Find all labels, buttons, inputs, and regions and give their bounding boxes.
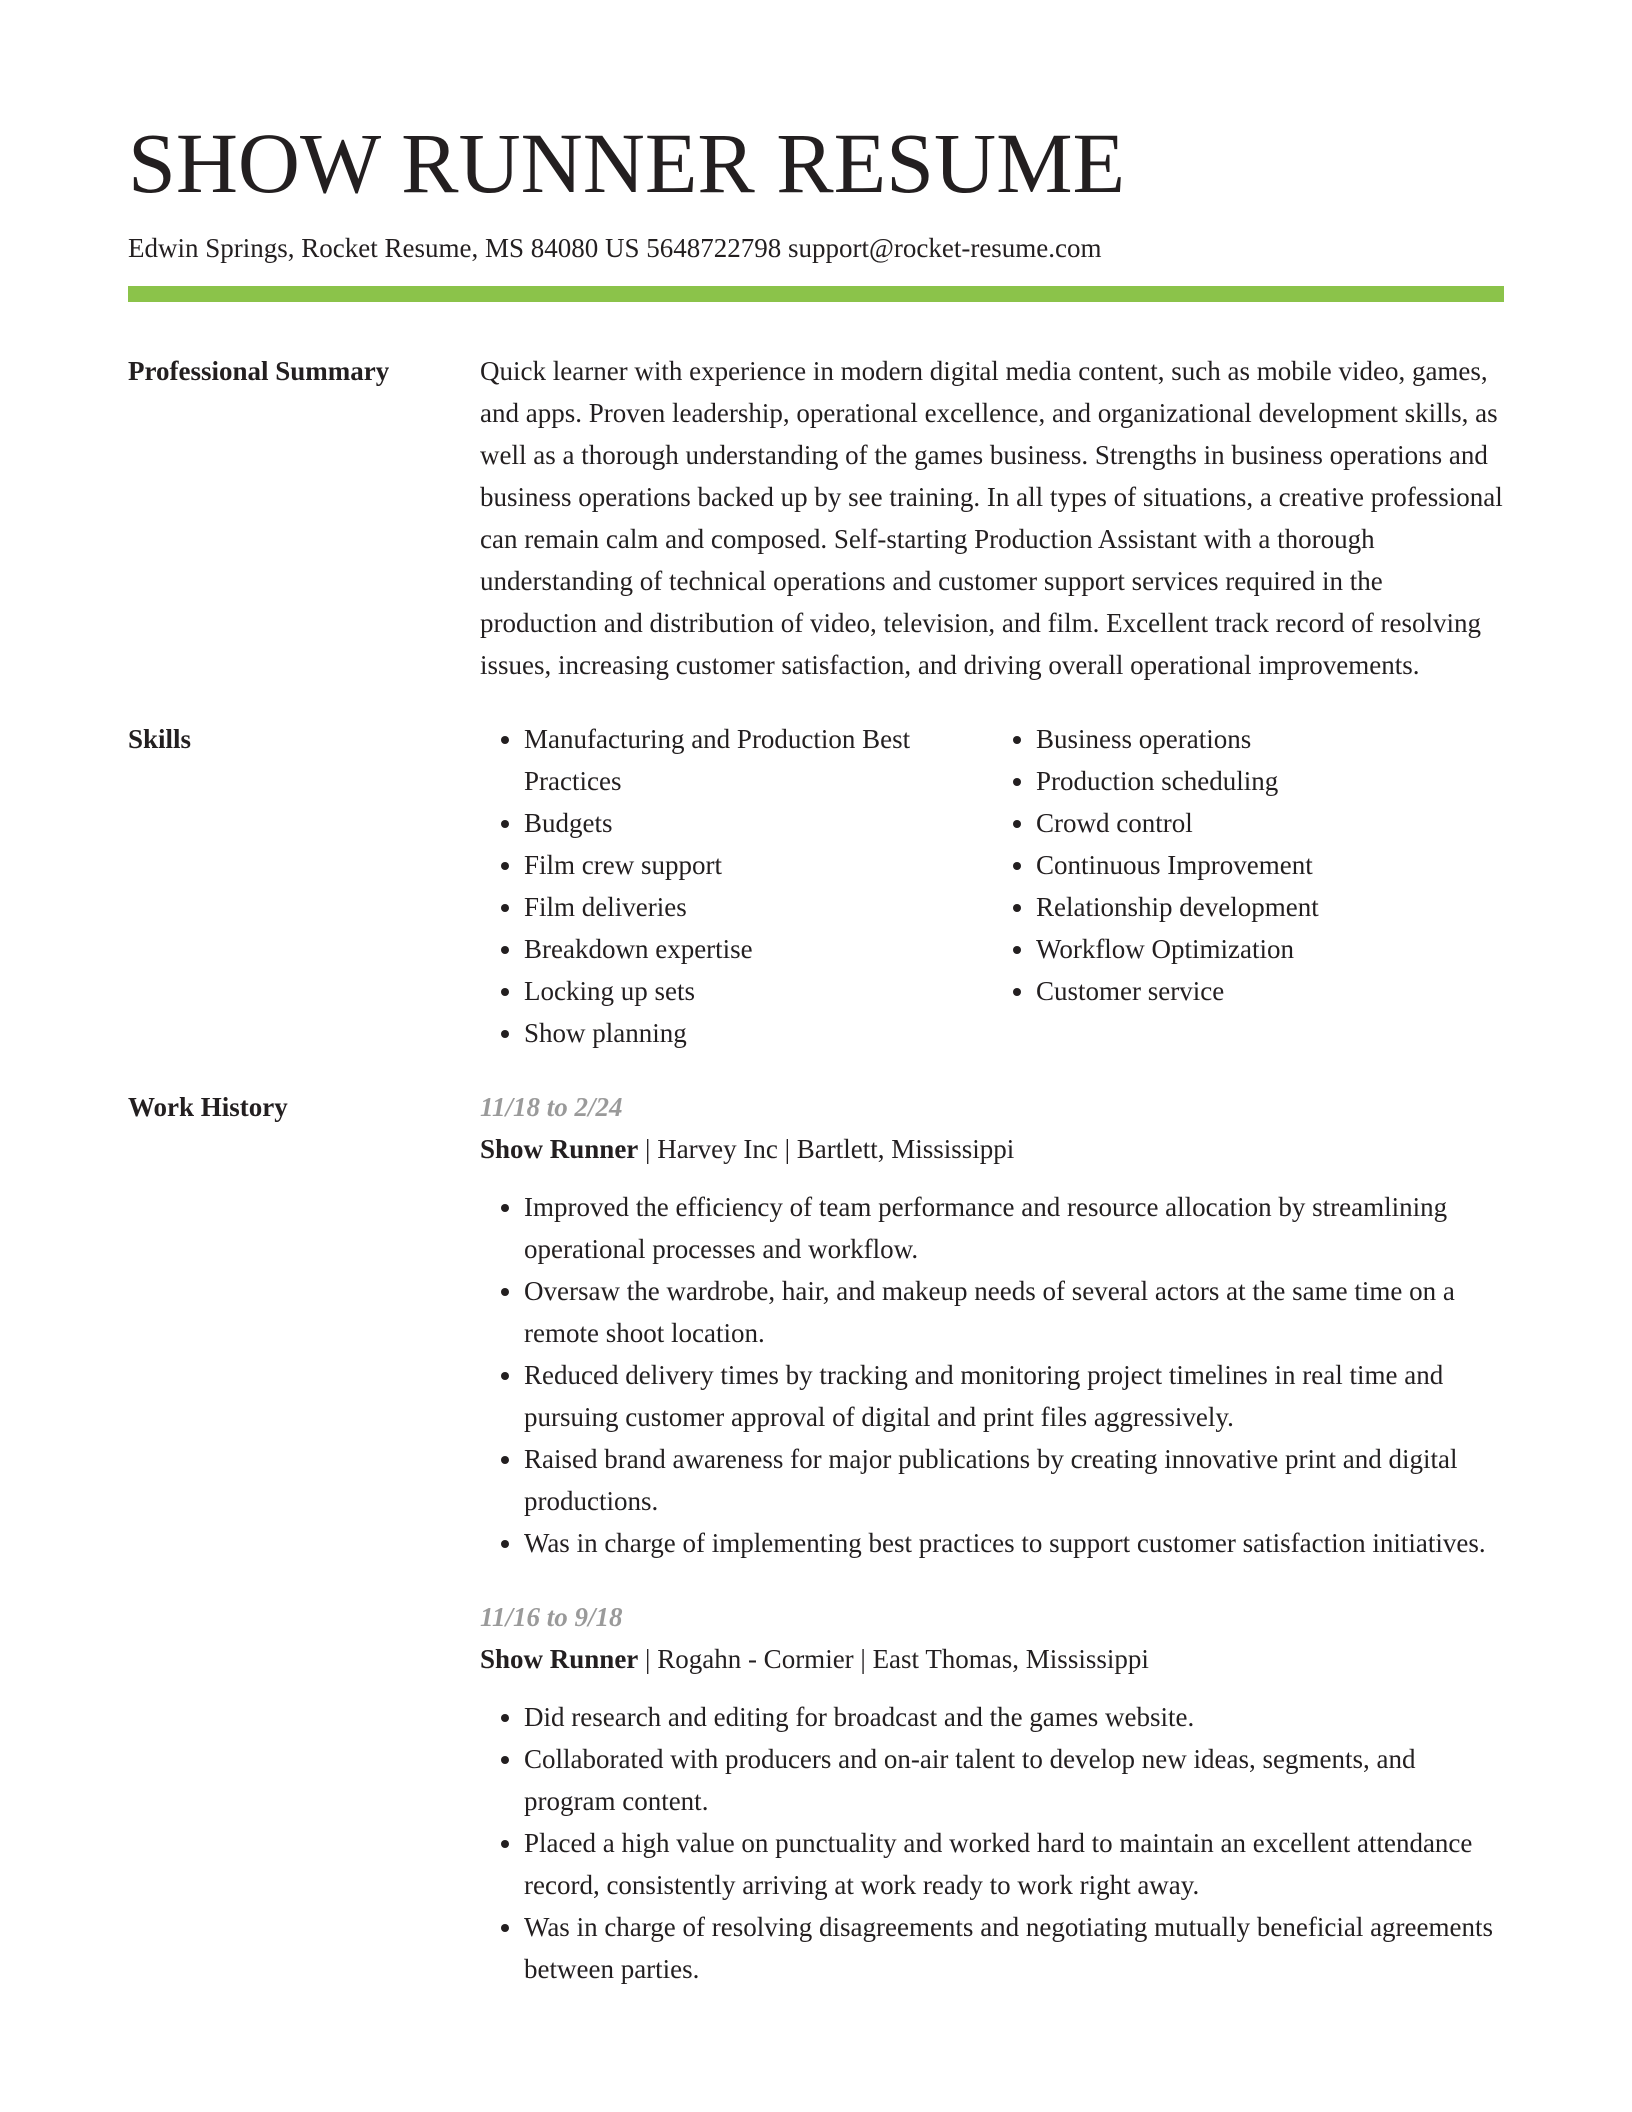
- skill-item: • Manufacturing and Production Best Practices: [524, 718, 992, 802]
- job-bullet: • Was in charge of implementing best practices to support customer satisfaction initiatives.: [524, 1522, 1504, 1564]
- job-bullet: • Improved the efficiency of team performance and resource allocation by streamlining operational processes and workflow.: [524, 1186, 1504, 1270]
- skill-item: • Business operations: [1036, 718, 1504, 760]
- work-history-body: [480, 1086, 1504, 2022]
- skill-item: • Budgets: [524, 802, 992, 844]
- job-entry: [480, 1596, 1504, 1990]
- skill-item: • Locking up sets: [524, 970, 992, 1012]
- job-dates: 11/18 to 2/24: [480, 1092, 623, 1123]
- job-bullet: • Did research and editing for broadcast and the games website.: [524, 1696, 1504, 1738]
- job-bullet: • Raised brand awareness for major publications by creating innovative print and digital productions.: [524, 1438, 1504, 1522]
- job-details: | Rogahn - Cormier | East Thomas, Mississippi: [638, 1644, 1149, 1675]
- summary-section: [128, 350, 1504, 686]
- job-title: Show Runner: [480, 1644, 639, 1675]
- job-bullet: • Placed a high value on punctuality and worked hard to maintain an excellent attendance record, consistently arriving at work ready to work right away.: [524, 1822, 1504, 1906]
- skill-item: • Production scheduling: [1036, 760, 1504, 802]
- resume-title: SHOW RUNNER RESUME: [128, 115, 1126, 211]
- skill-item: • Breakdown expertise: [524, 928, 992, 970]
- skills-list-right: [992, 718, 1504, 1012]
- header-divider: [128, 286, 1504, 302]
- job-bullet: • Reduced delivery times by tracking and monitoring project timelines in real time and pursuing customer approval of digital and print files aggressively.: [524, 1354, 1504, 1438]
- skill-item: • Customer service: [1036, 970, 1504, 1012]
- skills-columns: [480, 718, 1504, 1054]
- summary-text: Quick learner with experience in modern digital media content, such as mobile video, games, and apps. Proven leadership, operational excellence, and organizational development skills, as well as a thorough understanding of the games business. Strengths in business operations and business operations backed up by see training. In all types of situations, a creative professional can remain calm and composed. Self-starting Production Assistant with a thorough understanding of technical operations and customer support services required in the production and distribution of video, television, and film. Excellent track record of resolving issues, increasing customer satisfaction, and driving overall operational improvements.: [480, 356, 1503, 681]
- skill-item: • Film deliveries: [524, 886, 992, 928]
- skill-item: • Continuous Improvement: [1036, 844, 1504, 886]
- skills-column-right: [992, 718, 1504, 1054]
- skills-section: [128, 718, 1504, 1054]
- skill-item: • Show planning: [524, 1012, 992, 1054]
- contact-line: Edwin Springs, Rocket Resume, MS 84080 US 5648722798 support@rocket-resume.com: [128, 233, 1102, 263]
- job-header: [480, 1128, 1504, 1170]
- job-title: Show Runner: [480, 1134, 639, 1165]
- skill-item: • Crowd control: [1036, 802, 1504, 844]
- skills-list-left: [480, 718, 992, 1054]
- job-bullet: • Oversaw the wardrobe, hair, and makeup needs of several actors at the same time on a remote shoot location.: [524, 1270, 1504, 1354]
- skill-item: • Workflow Optimization: [1036, 928, 1504, 970]
- job-bullet: • Collaborated with producers and on-air talent to develop new ideas, segments, and program content.: [524, 1738, 1504, 1822]
- job-entry: [480, 1086, 1504, 1564]
- job-details: | Harvey Inc | Bartlett, Mississippi: [638, 1134, 1015, 1165]
- work-history-heading: Work History: [128, 1092, 288, 1123]
- job-header: [480, 1638, 1504, 1680]
- skill-item: • Relationship development: [1036, 886, 1504, 928]
- job-dates: 11/16 to 9/18: [480, 1602, 623, 1633]
- skills-heading: Skills: [128, 724, 192, 755]
- skill-item: • Film crew support: [524, 844, 992, 886]
- summary-heading: Professional Summary: [128, 356, 390, 387]
- job-bullet: • Was in charge of resolving disagreements and negotiating mutually beneficial agreements between parties.: [524, 1906, 1504, 1990]
- job-bullets: [480, 1186, 1504, 1564]
- job-bullets: [480, 1696, 1504, 1990]
- work-history-section: [128, 1086, 1504, 2022]
- skills-column-left: [480, 718, 992, 1054]
